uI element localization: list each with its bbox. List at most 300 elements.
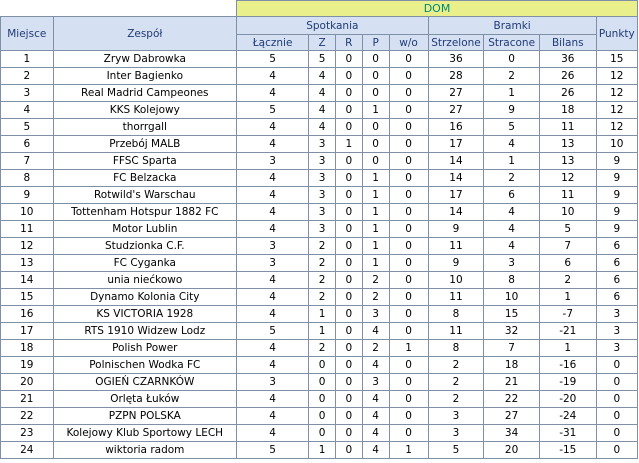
cell-total: 4 [237,306,309,323]
cell-wins: 1 [309,306,336,323]
cell-place: 21 [1,391,54,408]
cell-draws: 0 [335,85,362,102]
cell-place: 23 [1,425,54,442]
cell-walkovers: 0 [389,102,428,119]
cell-points: 12 [596,119,637,136]
cell-balance: 26 [539,85,596,102]
cell-draws: 0 [335,170,362,187]
header-team: Zespół [53,17,236,51]
cell-scored: 2 [428,357,484,374]
header-wins: Z [309,35,336,51]
cell-balance: -24 [539,408,596,425]
cell-total: 4 [237,340,309,357]
cell-place: 13 [1,255,54,272]
cell-balance: 1 [539,289,596,306]
cell-place: 8 [1,170,54,187]
cell-walkovers: 0 [389,51,428,68]
cell-scored: 27 [428,102,484,119]
table-row [1,374,638,391]
cell-losses: 0 [362,136,389,153]
header-matches-group: Spotkania [237,17,429,35]
cell-points: 6 [596,255,637,272]
cell-draws: 0 [335,204,362,221]
cell-losses: 0 [362,85,389,102]
cell-wins: 3 [309,153,336,170]
cell-draws: 0 [335,391,362,408]
cell-points: 10 [596,136,637,153]
table-row [1,340,638,357]
table-row [1,289,638,306]
cell-balance: 26 [539,68,596,85]
cell-scored: 14 [428,153,484,170]
cell-total: 4 [237,204,309,221]
table-row [1,153,638,170]
cell-points: 0 [596,425,637,442]
cell-draws: 0 [335,221,362,238]
cell-draws: 0 [335,425,362,442]
cell-balance: 7 [539,238,596,255]
table-row [1,306,638,323]
cell-balance: 13 [539,153,596,170]
cell-total: 4 [237,170,309,187]
cell-losses: 1 [362,204,389,221]
cell-scored: 8 [428,340,484,357]
cell-walkovers: 0 [389,68,428,85]
cell-draws: 0 [335,340,362,357]
cell-conceded: 27 [484,408,540,425]
cell-losses: 4 [362,391,389,408]
cell-balance: 36 [539,51,596,68]
cell-balance: 1 [539,340,596,357]
cell-draws: 0 [335,102,362,119]
cell-total: 4 [237,136,309,153]
cell-team: FFSC Sparta [53,153,236,170]
cell-total: 3 [237,374,309,391]
header-walkovers: w/o [389,35,428,51]
cell-draws: 0 [335,255,362,272]
cell-walkovers: 0 [389,306,428,323]
cell-team: Zryw Dabrowka [53,51,236,68]
cell-scored: 2 [428,374,484,391]
cell-scored: 16 [428,119,484,136]
header-place: Miejsce [1,17,54,51]
cell-walkovers: 0 [389,221,428,238]
cell-conceded: 5 [484,119,540,136]
cell-losses: 1 [362,238,389,255]
cell-balance: 5 [539,221,596,238]
cell-conceded: 1 [484,85,540,102]
cell-balance: -31 [539,425,596,442]
cell-wins: 3 [309,204,336,221]
cell-losses: 0 [362,153,389,170]
cell-wins: 5 [309,51,336,68]
cell-scored: 9 [428,221,484,238]
cell-losses: 0 [362,68,389,85]
cell-wins: 1 [309,442,336,459]
cell-conceded: 34 [484,425,540,442]
cell-draws: 0 [335,357,362,374]
cell-scored: 10 [428,272,484,289]
cell-points: 3 [596,340,637,357]
cell-total: 4 [237,68,309,85]
cell-balance: 10 [539,204,596,221]
cell-conceded: 4 [484,204,540,221]
cell-walkovers: 0 [389,425,428,442]
table-row [1,221,638,238]
cell-scored: 17 [428,136,484,153]
cell-team: Przebój MALB [53,136,236,153]
cell-wins: 4 [309,102,336,119]
cell-walkovers: 0 [389,391,428,408]
cell-place: 2 [1,68,54,85]
cell-points: 9 [596,204,637,221]
cell-points: 6 [596,272,637,289]
cell-walkovers: 0 [389,153,428,170]
cell-walkovers: 0 [389,170,428,187]
table-row [1,136,638,153]
cell-team: Studzionka C.F. [53,238,236,255]
cell-team: wiktoria radom [53,442,236,459]
cell-wins: 0 [309,374,336,391]
cell-draws: 0 [335,374,362,391]
cell-total: 4 [237,187,309,204]
cell-place: 15 [1,289,54,306]
cell-scored: 11 [428,238,484,255]
header-balance: Bilans [539,35,596,51]
cell-walkovers: 0 [389,357,428,374]
cell-total: 5 [237,102,309,119]
cell-total: 4 [237,408,309,425]
cell-place: 1 [1,51,54,68]
cell-place: 22 [1,408,54,425]
cell-scored: 14 [428,204,484,221]
cell-wins: 2 [309,272,336,289]
cell-points: 0 [596,391,637,408]
cell-losses: 2 [362,340,389,357]
cell-balance: -19 [539,374,596,391]
cell-team: thorrgall [53,119,236,136]
cell-team: Tottenham Hotspur 1882 FC [53,204,236,221]
cell-wins: 0 [309,391,336,408]
cell-scored: 8 [428,306,484,323]
cell-conceded: 8 [484,272,540,289]
cell-walkovers: 0 [389,323,428,340]
cell-draws: 1 [335,136,362,153]
cell-balance: 12 [539,170,596,187]
cell-conceded: 32 [484,323,540,340]
cell-balance: -16 [539,357,596,374]
cell-team: FC Belzacka [53,170,236,187]
cell-points: 3 [596,323,637,340]
cell-losses: 1 [362,187,389,204]
cell-place: 10 [1,204,54,221]
cell-draws: 0 [335,289,362,306]
table-row [1,68,638,85]
table-row [1,357,638,374]
cell-wins: 4 [309,68,336,85]
header-points: Punkty [596,17,637,51]
cell-team: Kolejowy Klub Sportowy LECH [53,425,236,442]
cell-total: 4 [237,357,309,374]
cell-balance: 18 [539,102,596,119]
cell-losses: 1 [362,255,389,272]
cell-total: 4 [237,391,309,408]
header-scored: Strzelone [428,35,484,51]
cell-balance: 11 [539,187,596,204]
cell-conceded: 4 [484,221,540,238]
cell-place: 5 [1,119,54,136]
cell-team: Rotwild's Warschau [53,187,236,204]
cell-walkovers: 0 [389,255,428,272]
cell-draws: 0 [335,306,362,323]
cell-wins: 3 [309,136,336,153]
cell-wins: 2 [309,255,336,272]
cell-place: 3 [1,85,54,102]
cell-total: 4 [237,272,309,289]
cell-conceded: 3 [484,255,540,272]
cell-scored: 3 [428,425,484,442]
cell-team: Inter Bagienko [53,68,236,85]
cell-team: Polnischen Wodka FC [53,357,236,374]
cell-walkovers: 0 [389,85,428,102]
cell-total: 5 [237,442,309,459]
cell-total: 4 [237,425,309,442]
cell-team: RTS 1910 Widzew Lodz [53,323,236,340]
cell-conceded: 22 [484,391,540,408]
table-row [1,391,638,408]
cell-place: 17 [1,323,54,340]
cell-total: 3 [237,238,309,255]
cell-wins: 4 [309,119,336,136]
table-row [1,170,638,187]
title-spacer-left-2 [53,1,236,17]
cell-draws: 0 [335,119,362,136]
cell-conceded: 2 [484,68,540,85]
cell-team: OGIEŃ CZARNKÓW [53,374,236,391]
cell-walkovers: 0 [389,374,428,391]
cell-total: 3 [237,255,309,272]
cell-scored: 28 [428,68,484,85]
cell-draws: 0 [335,68,362,85]
table-row [1,323,638,340]
cell-team: FC Cyganka [53,255,236,272]
table-row [1,102,638,119]
cell-losses: 1 [362,170,389,187]
cell-points: 0 [596,357,637,374]
cell-scored: 5 [428,442,484,459]
cell-losses: 4 [362,323,389,340]
cell-total: 3 [237,153,309,170]
cell-place: 12 [1,238,54,255]
cell-draws: 0 [335,238,362,255]
table-row [1,408,638,425]
header-conceded: Stracone [484,35,540,51]
cell-losses: 4 [362,425,389,442]
cell-losses: 4 [362,442,389,459]
cell-team: unia niećkowo [53,272,236,289]
cell-draws: 0 [335,323,362,340]
cell-scored: 2 [428,391,484,408]
cell-walkovers: 1 [389,340,428,357]
cell-walkovers: 1 [389,442,428,459]
cell-points: 15 [596,51,637,68]
cell-total: 4 [237,119,309,136]
cell-draws: 0 [335,442,362,459]
cell-place: 9 [1,187,54,204]
cell-place: 20 [1,374,54,391]
cell-walkovers: 0 [389,238,428,255]
cell-points: 6 [596,238,637,255]
cell-draws: 0 [335,187,362,204]
cell-walkovers: 0 [389,272,428,289]
table-row [1,85,638,102]
cell-points: 9 [596,187,637,204]
table-row [1,442,638,459]
header-draws: R [335,35,362,51]
cell-balance: 6 [539,255,596,272]
cell-points: 12 [596,68,637,85]
cell-balance: 2 [539,272,596,289]
cell-losses: 2 [362,272,389,289]
cell-balance: -7 [539,306,596,323]
cell-conceded: 15 [484,306,540,323]
cell-losses: 0 [362,119,389,136]
cell-points: 0 [596,442,637,459]
cell-team: Orlęta Łuków [53,391,236,408]
header-goals-group: Bramki [428,17,596,35]
cell-balance: -20 [539,391,596,408]
cell-team: KS VICTORIA 1928 [53,306,236,323]
cell-team: PZPN POLSKA [53,408,236,425]
cell-place: 14 [1,272,54,289]
header-total: Łącznie [237,35,309,51]
cell-wins: 2 [309,289,336,306]
cell-points: 0 [596,374,637,391]
cell-place: 19 [1,357,54,374]
cell-wins: 1 [309,323,336,340]
cell-wins: 2 [309,238,336,255]
cell-team: Dynamo Kolonia City [53,289,236,306]
table-title: DOM [237,1,638,17]
title-spacer-left [1,1,54,17]
cell-points: 12 [596,102,637,119]
cell-losses: 4 [362,357,389,374]
cell-walkovers: 0 [389,187,428,204]
cell-losses: 2 [362,289,389,306]
cell-points: 9 [596,221,637,238]
cell-draws: 0 [335,153,362,170]
cell-wins: 2 [309,340,336,357]
cell-points: 12 [596,85,637,102]
table-body [1,51,638,459]
header-losses: P [362,35,389,51]
table-row [1,238,638,255]
cell-conceded: 4 [484,136,540,153]
cell-scored: 27 [428,85,484,102]
cell-team: Real Madrid Campeones [53,85,236,102]
cell-points: 9 [596,153,637,170]
cell-walkovers: 0 [389,136,428,153]
cell-losses: 0 [362,51,389,68]
cell-scored: 9 [428,255,484,272]
cell-team: Polish Power [53,340,236,357]
cell-place: 4 [1,102,54,119]
cell-conceded: 20 [484,442,540,459]
table-row [1,204,638,221]
cell-walkovers: 0 [389,119,428,136]
cell-total: 4 [237,289,309,306]
table-row [1,119,638,136]
cell-losses: 1 [362,102,389,119]
cell-scored: 36 [428,51,484,68]
cell-losses: 4 [362,408,389,425]
cell-scored: 17 [428,187,484,204]
cell-losses: 3 [362,306,389,323]
cell-team: KKS Kolejowy [53,102,236,119]
cell-conceded: 10 [484,289,540,306]
table-row [1,272,638,289]
cell-team: Motor Lublin [53,221,236,238]
cell-scored: 11 [428,289,484,306]
cell-place: 6 [1,136,54,153]
cell-balance: -15 [539,442,596,459]
cell-place: 7 [1,153,54,170]
cell-wins: 0 [309,357,336,374]
cell-balance: 11 [539,119,596,136]
cell-place: 18 [1,340,54,357]
cell-losses: 1 [362,221,389,238]
cell-draws: 0 [335,408,362,425]
cell-points: 6 [596,289,637,306]
cell-conceded: 2 [484,170,540,187]
cell-place: 16 [1,306,54,323]
cell-losses: 3 [362,374,389,391]
cell-total: 4 [237,221,309,238]
cell-total: 5 [237,51,309,68]
cell-points: 9 [596,170,637,187]
cell-conceded: 4 [484,238,540,255]
cell-wins: 3 [309,221,336,238]
cell-conceded: 1 [484,153,540,170]
cell-points: 3 [596,306,637,323]
cell-place: 24 [1,442,54,459]
cell-walkovers: 0 [389,204,428,221]
cell-wins: 3 [309,170,336,187]
cell-walkovers: 0 [389,289,428,306]
cell-balance: 13 [539,136,596,153]
cell-wins: 4 [309,85,336,102]
cell-wins: 3 [309,187,336,204]
cell-draws: 0 [335,272,362,289]
cell-draws: 0 [335,51,362,68]
table-row [1,255,638,272]
cell-scored: 11 [428,323,484,340]
cell-scored: 14 [428,170,484,187]
cell-conceded: 9 [484,102,540,119]
table-row [1,425,638,442]
cell-total: 5 [237,323,309,340]
cell-scored: 3 [428,408,484,425]
cell-wins: 0 [309,408,336,425]
cell-balance: -21 [539,323,596,340]
cell-conceded: 0 [484,51,540,68]
cell-conceded: 18 [484,357,540,374]
table-row [1,187,638,204]
cell-walkovers: 0 [389,408,428,425]
table-row [1,51,638,68]
cell-wins: 0 [309,425,336,442]
cell-conceded: 7 [484,340,540,357]
